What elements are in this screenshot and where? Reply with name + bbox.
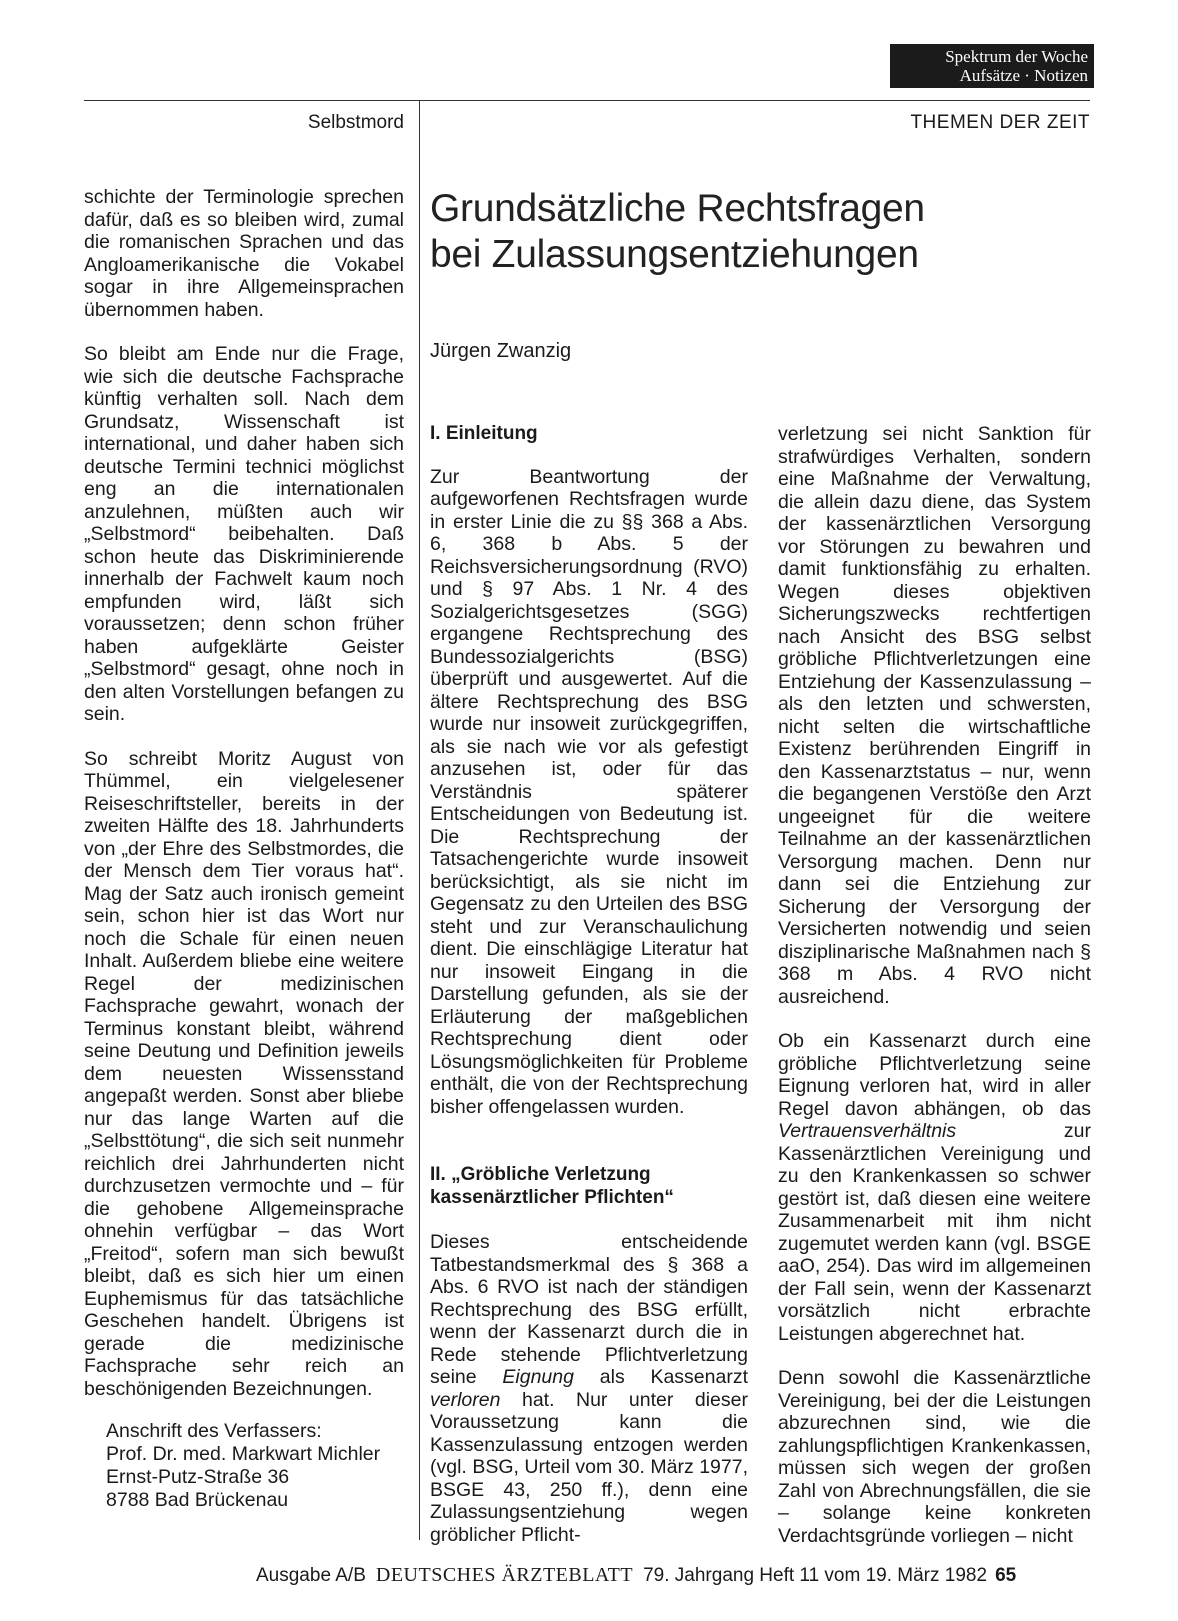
middle-p2-em-2: verloren	[430, 1388, 501, 1411]
title-line-2: bei Zulassungsentziehungen	[430, 233, 919, 276]
left-paragraph-3: So schreibt Moritz August von Thümmel, ein vielgelesener Reiseschriftsteller, bereits in der zweiten Hälfte des 18. Jahrhunderts von „der Ehre des Selbstmordes, die der Mensch dem Tier voraus hat“. Mag der Satz auch ironisch gemeint sein, schon hier ist das Wort nur noch die Schale für einen neuen Inhalt. Außerdem bliebe eine weitere Regel der medizinischen Fachsprache gewahrt, wonach der Terminus konstant bleibt, während seine Deutung und Definition jeweils dem neuesten Wissensstand angepaßt werden. Sonst aber bliebe nur das lange Warten auf die „Selbsttötung“, die sich seit nunmehr reichlich drei Jahrhunderten nicht durchzusetzen vermochte und – für die gehobene Allgemeinsprache ohnehin verfügbar – das Wort „Freitod“, sofern man sich bewußt bleibt, daß es sich hier um einen Euphemismus für das tatsächliche Geschehen handelt. Übrigens ist gerade die medizinische Fachsprache sehr reich an beschönigenden Bezeichnungen.	[84, 747, 404, 1400]
address-street: Ernst-Putz-Straße 36	[106, 1466, 290, 1488]
address-label: Anschrift des Verfassers:	[106, 1420, 322, 1442]
heading-2-line-1: II. „Gröbliche Verletzung	[430, 1164, 651, 1185]
badge-line-1: Spektrum der Woche	[945, 47, 1088, 66]
right-paragraph-2	[778, 1030, 1091, 1345]
middle-paragraph-2	[430, 1231, 748, 1546]
heading-2-line-2: kassenärztlicher Pflichten“	[430, 1186, 674, 1208]
middle-p2-text-1: Dieses entscheidende Tatbestandsmerkmal des § 368 a Abs. 6 RVO ist nach der ständigen Rechtsprechung des BSG erfüllt, wenn der Kassenarzt durch die in Rede stehende Pflichtverletzung seine	[430, 1231, 748, 1388]
author-address	[106, 1420, 404, 1512]
section-heading-2	[430, 1164, 748, 1209]
left-paragraph-1: schichte der Terminologie sprechen dafür, daß es so bleiben wird, zumal die romanischen Sprachen und das Angloamerikanische die Vokabel sogar in ihre Allgemeinsprachen übernommen haben.	[84, 186, 404, 321]
running-head-left: Selbstmord	[307, 112, 404, 133]
page-number: 65	[995, 1565, 1017, 1586]
footer-edition: Ausgabe A/B	[256, 1565, 366, 1586]
left-paragraph-2: So bleibt am Ende nur die Frage, wie sich die deutsche Fachsprache künftig verhalten soll. Nach dem Grundsatz, Wissenschaft ist international, und daher haben sich deutsche Termini technici möglichst eng an die internationalen anzulehnen, müßten auch wir „Selbstmord“ beibehalten. Daß schon heute das Diskriminierende innerhalb der Fachwelt kaum noch empfunden wird, läßt sich voraussetzen; denn schon früher haben aufgeklärte Geister „Selbstmord“ gesagt, ohne noch in den alten Vorstellungen befangen zu sein.	[84, 343, 404, 725]
middle-paragraph-1: Zur Beantwortung der aufgeworfenen Rechtsfragen wurde in erster Linie die zu §§ 368 a Abs. 6, 368 b Abs. 5 der Reichsversicherungsordnung (RVO) und § 97 Abs. 1 Nr. 4 des Sozialgerichtsgesetzes (SGG) ergangene Rechtsprechung des Bundessozialgerichts (BSG) überprüft und ausgewertet. Auf die ältere Rechtsprechung des BSG wurde nur insoweit zurückgegriffen, als sie nach wie vor als gefestigt anzusehen ist, oder für das Verständnis späterer Entscheidungen von Bedeutung ist. Die Rechtsprechung der Tatsachengerichte wurde insoweit berücksichtigt, als sie nicht im Gegensatz zu den Urteilen des BSG steht und zur Veranschaulichung dient. Die einschlägige Literatur hat nur insoweit Eingang in die Darstellung gefunden, als sie der Erläuterung der maßgeblichen Rechtsprechung dient oder Lösungsmöglichkeiten für Probleme enthält, die von der Rechtsprechung bisher offengelassen wurden.	[430, 465, 748, 1118]
footer-issue: 79. Jahrgang Heft 11 vom 19. März 1982	[643, 1565, 988, 1586]
middle-p2-em-1: Eignung	[502, 1366, 574, 1388]
middle-p2-text-2: als Kassenarzt	[599, 1366, 749, 1388]
right-p2-em: Vertrauensverhältnis	[778, 1120, 957, 1142]
right-paragraph-3: Denn sowohl die Kassenärztliche Vereinigung, bei der die Leistungen abzurechnen sind, wie die zahlungspflichtigen Krankenkassen, müssen sich wegen der großen Zahl von Abrechnungsfällen, die sie – solange keine konkreten Verdachtsgründe vorliegen – nicht	[778, 1367, 1091, 1547]
page-footer	[256, 1564, 1086, 1587]
address-city: 8788 Bad Brückenau	[106, 1489, 289, 1511]
right-p2-text-1: Ob ein Kassenarzt durch eine gröbliche Pflichtverletzung seine Eignung verloren hat, wird in aller Regel davon abhängen, ob das	[778, 1030, 1091, 1120]
middle-column	[430, 423, 748, 1568]
section-badge	[890, 44, 1094, 88]
badge-line-2: Aufsätze · Notizen	[959, 66, 1088, 85]
right-column	[778, 423, 1091, 1569]
header-rule	[84, 100, 1090, 101]
right-paragraph-1: verletzung sei nicht Sanktion für strafwürdiges Verhalten, sondern eine Maßnahme der Verwaltung, die allein dazu diene, das System der kassenärztlichen Versorgung vor Störungen zu bewahren und damit funktionsfähig zu erhalten. Wegen dieses objektiven Sicherungszwecks rechtfertigen nach Ansicht des BSG selbst gröbliche Pflichtverletzungen eine Entziehung der Kassenzulassung – als den letzten und schwersten, nicht selten die wirtschaftliche Existenz berührenden Eingriff in den Kassenarztstatus – nur, wenn die begangenen Verstöße den Arzt ungeeignet für die weitere Teilnahme an der kassenärztlichen Versorgung machen. Denn nur dann sei die Entziehung zur Sicherung der Versorgung der Versicherten notwendig und seien disziplinarische Maßnahmen nach § 368 m Abs. 4 RVO nicht ausreichend.	[778, 423, 1091, 1008]
address-name: Prof. Dr. med. Markwart Michler	[106, 1443, 381, 1465]
title-line-1: Grundsätzliche Rechtsfragen	[430, 187, 925, 230]
section-heading-1: I. Einleitung	[430, 423, 538, 444]
article-author: Jürgen Zwanzig	[430, 340, 572, 362]
running-head-right: THEMEN DER ZEIT	[910, 112, 1090, 133]
column-divider	[419, 100, 420, 1540]
footer-journal: DEUTSCHES ÄRZTEBLATT	[375, 1564, 634, 1586]
middle-p2-text-3: hat. Nur unter dieser Voraussetzung kann die Kassenzulassung entzogen werden (vgl. BSG, Urteil vom 30. März 1977, BSGE 43, 250 ff.), denn eine Zulassungsentziehung wegen gröblicher Pflicht-	[430, 1388, 748, 1546]
right-p2-text-2: zur Kassenärztlichen Vereinigung und zu den Krankenkassen so schwer gestört ist, daß diesen eine weitere Zusammenarbeit mit ihm nicht zugemutet werden kann (vgl. BSGE aaO, 254). Das wird im allgemeinen der Fall sein, wenn der Kassenarzt vorsätzlich nicht erbrachte Leistungen abgerechnet hat.	[778, 1120, 1091, 1345]
article-title	[430, 186, 1080, 278]
left-column	[84, 186, 404, 1512]
